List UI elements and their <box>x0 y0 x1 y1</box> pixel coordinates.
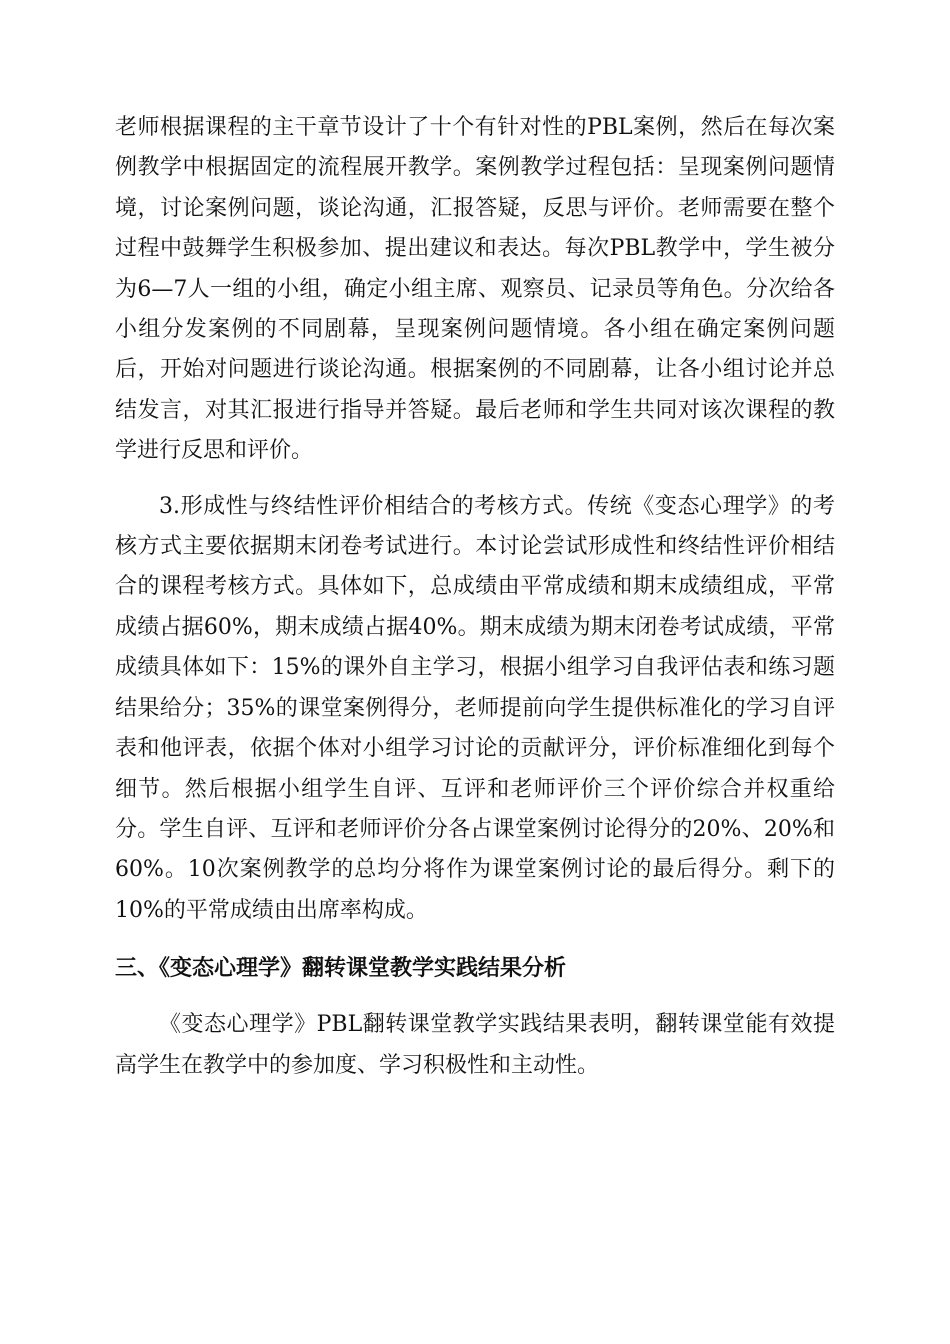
document-body <box>115 108 835 1086</box>
body-paragraph-case-teaching: 老师根据课程的主干章节设计了十个有针对性的PBL案例，然后在每次案例教学中根据固定的流程展开教学。案例教学过程包括：呈现案例问题情境，讨论案例问题，谈论沟通，汇报答疑，反思与评价。老师需要在整个过程中鼓舞学生积极参加、提出建议和表达。每次PBL教学中，学生被分为6—7人一组的小组，确定小组主席、观察员、记录员等角色。分次给各小组分发案例的不同剧幕，呈现案例问题情境。各小组在确定案例问题后，开始对问题进行谈论沟通。根据案例的不同剧幕，让各小组讨论并总结发言，对其汇报进行指导并答疑。最后老师和学生共同对该次课程的教学进行反思和评价。 <box>115 115 835 464</box>
body-paragraph-assessment: 3.形成性与终结性评价相结合的考核方式。传统《变态心理学》的考核方式主要依据期末闭卷考试进行。本讨论尝试形成性和终结性评价相结合的课程考核方式。具体如下，总成绩由平常成绩和期末成绩组成，平常成绩占据60%，期末成绩占据40%。期末成绩为期末闭卷考试成绩，平常成绩具体如下：15%的课外自主学习，根据小组学习自我评估表和练习题结果给分；35%的课堂案例得分，老师提前向学生提供标准化的学习自评表和他评表，依据个体对小组学习讨论的贡献评分，评价标准细化到每个细节。然后根据小组学生自评、互评和老师评价三个评价综合并权重给分。学生自评、互评和老师评价分各占课堂案例讨论得分的20%、20%和60%。10次案例教学的总均分将作为课堂案例讨论的最后得分。剩下的10%的平常成绩由出席率构成。 <box>115 493 835 923</box>
section-heading: 三、《变态心理学》翻转课堂教学实践结果分析 <box>115 956 567 982</box>
body-paragraph-results: 《变态心理学》PBL翻转课堂教学实践结果表明，翻转课堂能有效提高学生在教学中的参加度、学习积极性和主动性。 <box>115 1012 835 1078</box>
